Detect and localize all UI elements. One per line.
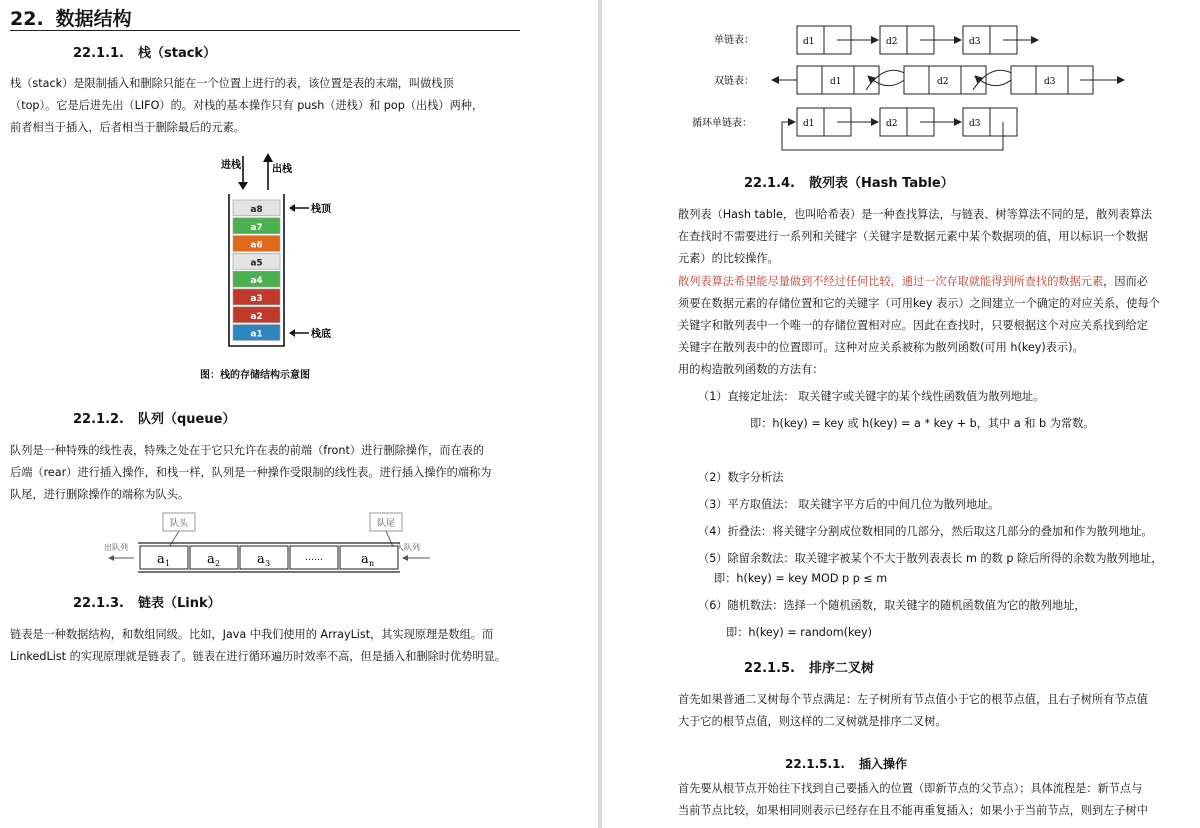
- hash-method-1: （1）直接定址法： 取关键字或关键字的某个线性函数值为散列地址。: [698, 390, 1045, 403]
- queue-cell-subscript: n: [369, 559, 375, 568]
- section-heading-link: [73, 592, 221, 611]
- stack-cell-label: a6: [250, 240, 263, 251]
- section-number: 22.1.5.1.: [785, 757, 845, 771]
- stack-cell-label: a4: [250, 276, 263, 287]
- paragraph-line: 栈（stack）是限制插入和删除只能在一个位置上进行的表，该位置是表的末端，叫做栈顶: [10, 77, 454, 90]
- highlighted-text: 散列表算法希望能尽量做到不经过任何比较，通过一次存取就能得到所查找的数据元素: [678, 275, 1104, 288]
- paragraph-line: （top）。它是后进先出（LIFO）的。对栈的基本操作只有 push（进栈）和 pop（出栈）两种，: [10, 99, 484, 112]
- hash-method-5-formula: 即：h(key) = key MOD p p ≤ m: [714, 572, 888, 585]
- section-title: 队列（queue）: [138, 412, 236, 427]
- stack-cell-label: a3: [250, 294, 263, 304]
- hash-paragraph-2: [678, 271, 1160, 359]
- paragraph-line: 首先如果普通二叉树每个节点满足：左子树所有节点值小于它的根节点值，且右子树所有节点值: [678, 693, 1148, 706]
- node-label: d1: [803, 119, 815, 129]
- queue-tail-label: 队尾: [377, 519, 396, 529]
- paragraph-line: 在查找时不需要进行一系列和关键字（关键字是数据元素中某个数据项的值，用以标识一个数据: [678, 230, 1148, 243]
- circular-list: [782, 108, 1017, 150]
- hash-methods-intro: 用的构造散列函数的方法有：: [678, 363, 824, 376]
- paragraph-line: 队列是一种特殊的线性表，特殊之处在于它只允许在表的前端（front）进行删除操作，而在表的: [10, 444, 485, 457]
- dequeue-arrow-head: [108, 555, 114, 561]
- stack-paragraph: [10, 73, 483, 139]
- node-label: d1: [803, 37, 815, 47]
- node-label: d3: [1044, 77, 1056, 87]
- node-label: d1: [830, 77, 842, 87]
- queue-head-label: 队头: [170, 519, 189, 529]
- hash-method-4: （4）折叠法：将关键字分割成位数相同的几部分，然后取这几部分的叠加和作为散列地址。: [698, 525, 1153, 538]
- top-label: 栈顶: [311, 204, 331, 215]
- paragraph-line: 散列表（Hash table，也叫哈希表）是一种查找算法，与链表、树等算法不同的是，散列表算法: [678, 208, 1153, 221]
- queue-cell-label: a: [207, 552, 215, 567]
- dequeue-label: 出队列: [104, 543, 128, 552]
- linked-list-diagram: [682, 18, 1142, 158]
- queue-cell: [140, 546, 188, 569]
- section-title: 排序二叉树: [809, 661, 875, 676]
- paragraph-line: 关键字和散列表中一个唯一的存储位置相对应。因此在查找时，只要根据这个对应关系找到给定: [678, 319, 1148, 332]
- stack-container: [229, 194, 284, 346]
- paragraph-line: 须要在数据元素的存储位置和它的关键字（可用key 表示）之间建立一个确定的对应关系，使每个: [678, 297, 1160, 310]
- stack-figure-caption: 图：栈的存储结构示意图: [200, 370, 310, 381]
- hash-paragraph-1: [678, 204, 1152, 270]
- hash-method-6-formula: 即：h(key) = random(key): [726, 626, 872, 639]
- section-number: 22.1.2.: [73, 412, 124, 427]
- hash-method-6: （6）随机数法：选择一个随机函数，取关键字的随机函数值为它的散列地址，: [698, 599, 1086, 612]
- section-number: 22.1.5.: [744, 661, 795, 676]
- queue-diagram: [100, 510, 440, 582]
- queue-cell-subscript: 2: [215, 559, 221, 568]
- node-label: d2: [937, 77, 949, 87]
- paragraph-line: 关键字在散列表中的位置即可。这种对应关系被称为散列函数(可用 h(key)表示)。: [678, 341, 1084, 354]
- circular-list-label: 循环单链表：: [692, 118, 752, 129]
- right-page: [602, 0, 1200, 828]
- stack-cell-label: a8: [250, 205, 263, 215]
- section-heading-stack: [73, 42, 216, 61]
- chapter-heading: [10, 4, 132, 31]
- left-page: [0, 0, 598, 828]
- queue-cell-subscript: 3: [265, 559, 271, 568]
- push-arrow-head: [238, 182, 248, 190]
- section-title: 链表（Link）: [138, 596, 221, 611]
- section-number: 22.1.3.: [73, 596, 124, 611]
- paragraph-line: 前者相当于插入，后者相当于删除最后的元素。: [10, 121, 245, 134]
- hash-method-3: （3）平方取值法： 取关键字平方后的中间几位为散列地址。: [698, 498, 1000, 511]
- paragraph-line: LinkedList 的实现原理就是链表了。链表在进行循环遍历时效率不高，但是插入和删除时优势明显。: [10, 650, 506, 663]
- stack-diagram: [205, 148, 345, 348]
- chapter-title: 数据结构: [55, 8, 132, 30]
- bottom-label: 栈底: [311, 329, 331, 340]
- paragraph-line: 大于它的根节点值，则这样的二叉树就是排序二叉树。: [678, 715, 947, 728]
- queue-cell-label: a: [157, 552, 165, 567]
- bst-paragraph: [678, 689, 1148, 733]
- single-list-label: 单链表：: [714, 35, 754, 46]
- stack-cell-label: a7: [250, 222, 263, 233]
- link-paragraph: [10, 624, 506, 668]
- hash-method-5: （5）除留余数法：取关键字被某个不大于散列表表长 m 的数 p 除后所得的余数为散列地址，: [698, 552, 1163, 565]
- single-list: [797, 26, 1038, 54]
- chapter-rule: [10, 30, 520, 31]
- stack-cells: [233, 200, 280, 340]
- paragraph-line: 元素）的比较操作。: [678, 252, 779, 265]
- paragraph-text: ，因而必: [1103, 275, 1148, 288]
- enqueue-label: 入队列: [396, 543, 420, 552]
- paragraph-line: 队尾，进行删除操作的端称为队头。: [10, 488, 190, 501]
- double-list-label: 双链表：: [714, 76, 754, 87]
- node-label: d2: [886, 119, 898, 129]
- queue-cell: [240, 546, 288, 569]
- pop-arrow-head: [263, 153, 273, 162]
- queue-cell: [340, 546, 398, 569]
- paragraph-line: 后端（rear）进行插入操作，和栈一样，队列是一种操作受限制的线性表。进行插入操作的端称为: [10, 466, 492, 479]
- node-label: d3: [969, 119, 981, 129]
- top-arrow-head: [289, 204, 295, 212]
- push-label: 进栈: [221, 160, 241, 171]
- hash-method-2: （2）数字分析法: [698, 471, 784, 484]
- section-heading-queue: [73, 408, 235, 427]
- hash-method-1-formula: 即：h(key) = key 或 h(key) = a * key + b，其中 a 和 b 为常数。: [750, 417, 1095, 430]
- queue-cell-label: a: [361, 552, 369, 567]
- paragraph-line: 首先要从根节点开始往下找到自己要插入的位置（即新节点的父节点）；具体流程是：新节点与: [678, 782, 1143, 795]
- queue-cell-ellipsis: [290, 546, 338, 569]
- stack-cell-label: a2: [250, 311, 263, 322]
- section-heading-hash: [744, 172, 954, 191]
- ellipsis-label: ……: [305, 553, 323, 563]
- queue-paragraph: [10, 440, 491, 506]
- bottom-arrow-head: [289, 329, 295, 337]
- stack-cell-label: a5: [250, 258, 263, 269]
- section-title: 插入操作: [858, 757, 907, 771]
- queue-cell-subscript: 1: [165, 559, 171, 568]
- pop-label: 出栈: [272, 164, 292, 175]
- node-label: d3: [969, 37, 981, 47]
- node-label: d2: [886, 37, 898, 47]
- paragraph-line: [678, 271, 1160, 293]
- paragraph-line: 链表是一种数据结构，和数组同级。比如，Java 中我们使用的 ArrayList，其实现原理是数组。而: [10, 628, 494, 641]
- double-list: [772, 66, 1124, 94]
- subsection-heading-insert: [785, 755, 907, 772]
- section-title: 栈（stack）: [138, 46, 217, 61]
- stack-cell-label: a1: [250, 329, 263, 340]
- chapter-number: 22.: [10, 8, 44, 30]
- section-title: 散列表（Hash Table）: [809, 176, 954, 191]
- insert-paragraph: [678, 778, 1148, 822]
- section-heading-bst: [744, 657, 874, 676]
- section-number: 22.1.1.: [73, 46, 124, 61]
- enqueue-arrow-head: [402, 555, 408, 561]
- queue-cell-label: a: [257, 552, 265, 567]
- section-number: 22.1.4.: [744, 176, 795, 191]
- paragraph-line: 当前节点比较，如果相同则表示已经存在且不能再重复插入；如果小于当前节点，则到左子树中: [678, 804, 1148, 817]
- queue-cell: [190, 546, 238, 569]
